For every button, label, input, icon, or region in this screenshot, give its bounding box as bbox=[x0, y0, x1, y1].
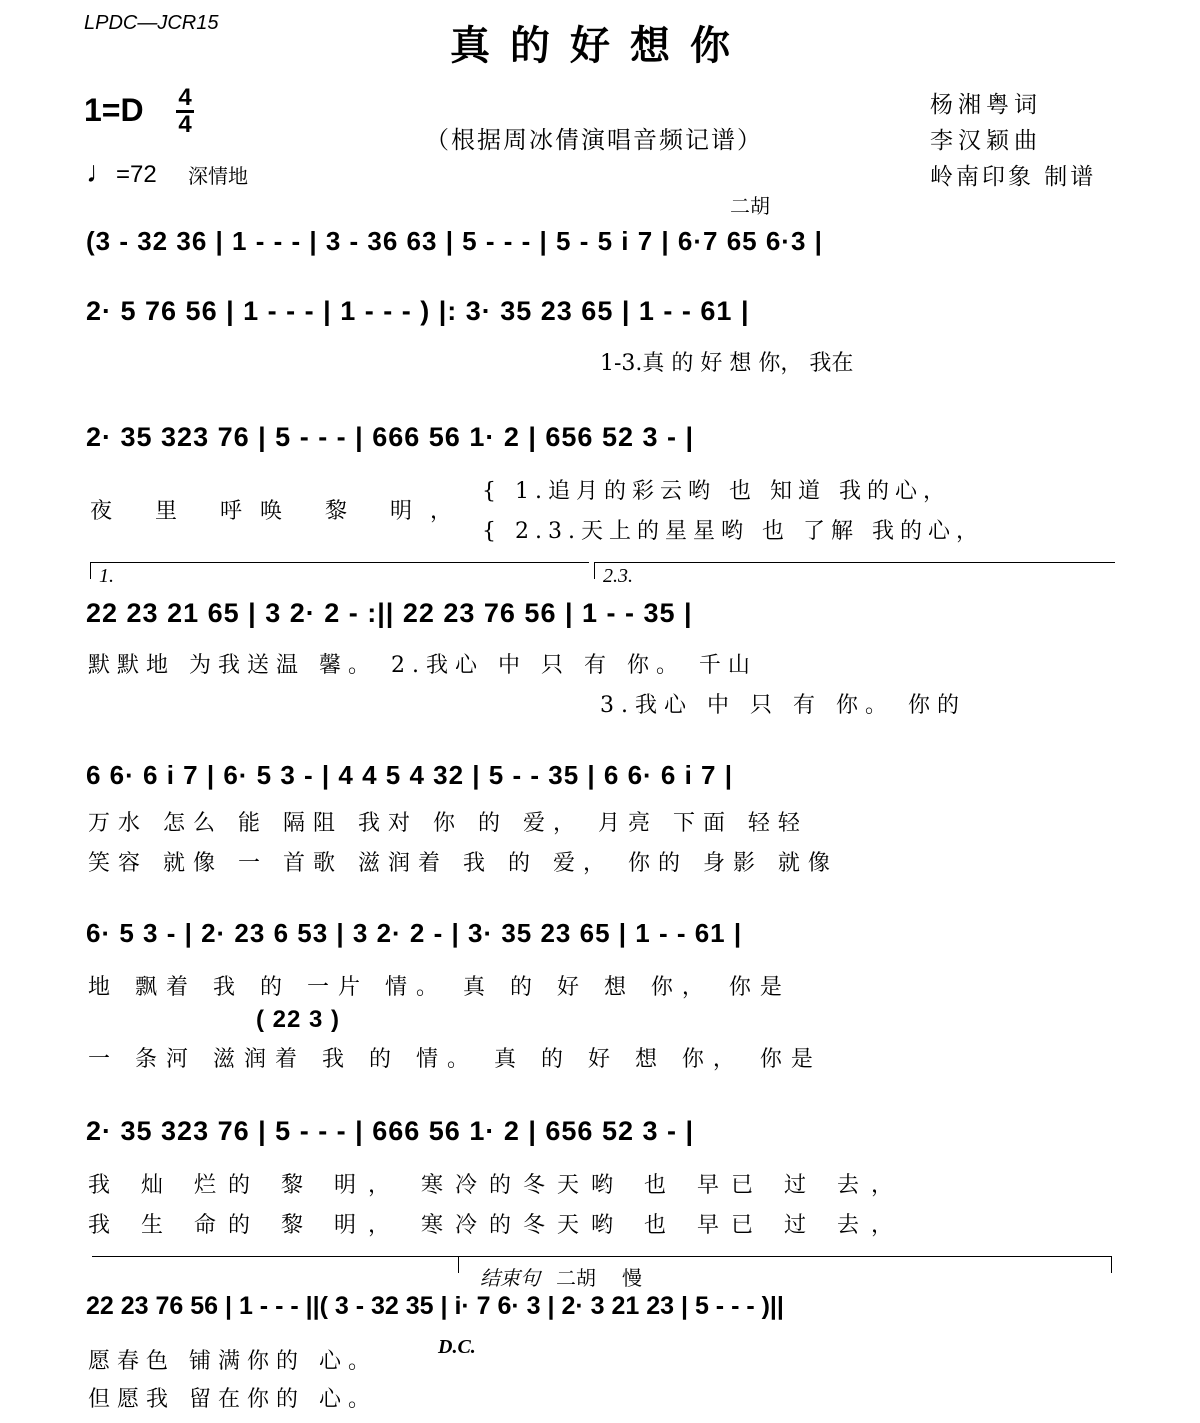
second-ending-label: 2.3. bbox=[603, 565, 633, 587]
composer-credit: 李汉颖曲 bbox=[930, 128, 1042, 154]
notation-line-5: 6 6· 6 i 7 | 6· 5 3 - | 4 4 5 4 32 | 5 - - 35 | 6 6· 6 i 7 | bbox=[86, 760, 734, 790]
first-ending-label: 1. bbox=[99, 565, 114, 587]
notation-line-1: (3 - 32 36 | 1 - - - | 3 - 36 63 | 5 - - - | 5 - 5 i 7 | 6·7 65 6·3 | bbox=[86, 226, 823, 256]
song-title: 真的好想你 bbox=[450, 22, 750, 69]
lyric-line-4b: 3.我心 中 只 有 你。 你的 bbox=[600, 693, 966, 718]
notation-line-2: 2· 5 76 56 | 1 - - - | 1 - - - ) |: 3· 35 23 65 | 1 - - 61 | bbox=[86, 296, 750, 326]
coda-divider bbox=[92, 1256, 458, 1257]
notation-line-3: 2· 35 323 76 | 5 - - - | 666 56 1· 2 | 656 52 3 - | bbox=[86, 422, 695, 452]
key-signature: 1=D bbox=[84, 92, 144, 128]
erhu-label: 二胡 bbox=[730, 194, 770, 218]
notation-line-6: 6· 5 3 - | 2· 23 6 53 | 3 2· 2 - | 3· 35 23 65 | 1 - - 61 | bbox=[86, 918, 743, 948]
lyric-line-3: 夜 里 呼唤 黎 明， bbox=[90, 499, 470, 524]
score-code: LPDC—JCR15 bbox=[84, 12, 219, 34]
time-signature bbox=[174, 86, 196, 137]
lyric-line-8b: 但愿我 留在你的 心。 bbox=[88, 1387, 377, 1412]
expression-marking: 深情地 bbox=[188, 164, 248, 188]
lyric-line-4a: 默默地 为我送温 馨。 2.我心 中 只 有 你。 千山 bbox=[88, 653, 757, 678]
second-ending-bracket bbox=[594, 562, 1115, 587]
da-capo-marking: D.C. bbox=[438, 1336, 476, 1358]
lyric-verse-2: { 2.3.天上的星星哟 也 了解 我的心， bbox=[482, 519, 984, 544]
lyric-line-2: 1-3.真 的 好 想 你， 我在 bbox=[600, 351, 854, 376]
coda-label: 结束句 bbox=[480, 1266, 540, 1290]
lyricist-credit: 杨湘粤词 bbox=[930, 92, 1042, 118]
first-ending-bracket bbox=[90, 562, 589, 587]
notation-line-8: 22 23 76 56 | 1 - - - ||( 3 - 32 35 | i· 7 6· 3 | 2· 3 21 23 | 5 - - - )|| bbox=[86, 1292, 784, 1320]
coda-erhu-label: 二胡 bbox=[556, 1266, 596, 1290]
lyric-line-6b: 一 条河 滋润着 我 的 情。 真 的 好 想 你， 你是 bbox=[88, 1047, 822, 1072]
coda-tempo-label: 慢 bbox=[622, 1266, 642, 1290]
lyric-line-6a: 地 飘着 我 的 一片 情。 真 的 好 想 你， 你是 bbox=[88, 975, 791, 1000]
notation-line-4: 22 23 21 65 | 3 2· 2 - :|| 22 23 76 56 | 1 - - 35 | bbox=[86, 598, 693, 628]
notation-line-7: 2· 35 323 76 | 5 - - - | 666 56 1· 2 | 656 52 3 - | bbox=[86, 1116, 695, 1146]
alternate-notes: ( 22 3 ) bbox=[256, 1006, 341, 1033]
lyric-line-8a: 愿春色 铺满你的 心。 bbox=[88, 1349, 377, 1374]
tempo-marking bbox=[86, 156, 157, 190]
tempo-value: =72 bbox=[116, 161, 157, 188]
lyric-line-5a: 万水 怎么 能 隔阻 我对 你 的 爱， 月亮 下面 轻轻 bbox=[88, 811, 808, 836]
lyric-line-7a: 我 灿 烂的 黎 明， 寒冷的冬天哟 也 早已 过 去， bbox=[88, 1173, 905, 1198]
lyric-line-7b: 我 生 命的 黎 明， 寒冷的冬天哟 也 早已 过 去， bbox=[88, 1213, 905, 1238]
lyric-verse-1: { 1.追月的彩云哟 也 知道 我的心， bbox=[482, 479, 951, 504]
lyric-line-5b: 笑容 就像 一 首歌 滋润着 我 的 爱， 你的 身影 就像 bbox=[88, 851, 838, 876]
time-signature-bottom: 4 bbox=[178, 111, 192, 138]
quarter-note-icon: ♩ bbox=[86, 156, 116, 189]
arranger-credit: 岭南印象 制谱 bbox=[930, 164, 1097, 190]
source-note: （根据周冰倩演唱音频记谱） bbox=[425, 126, 763, 154]
time-signature-top: 4 bbox=[178, 84, 192, 111]
